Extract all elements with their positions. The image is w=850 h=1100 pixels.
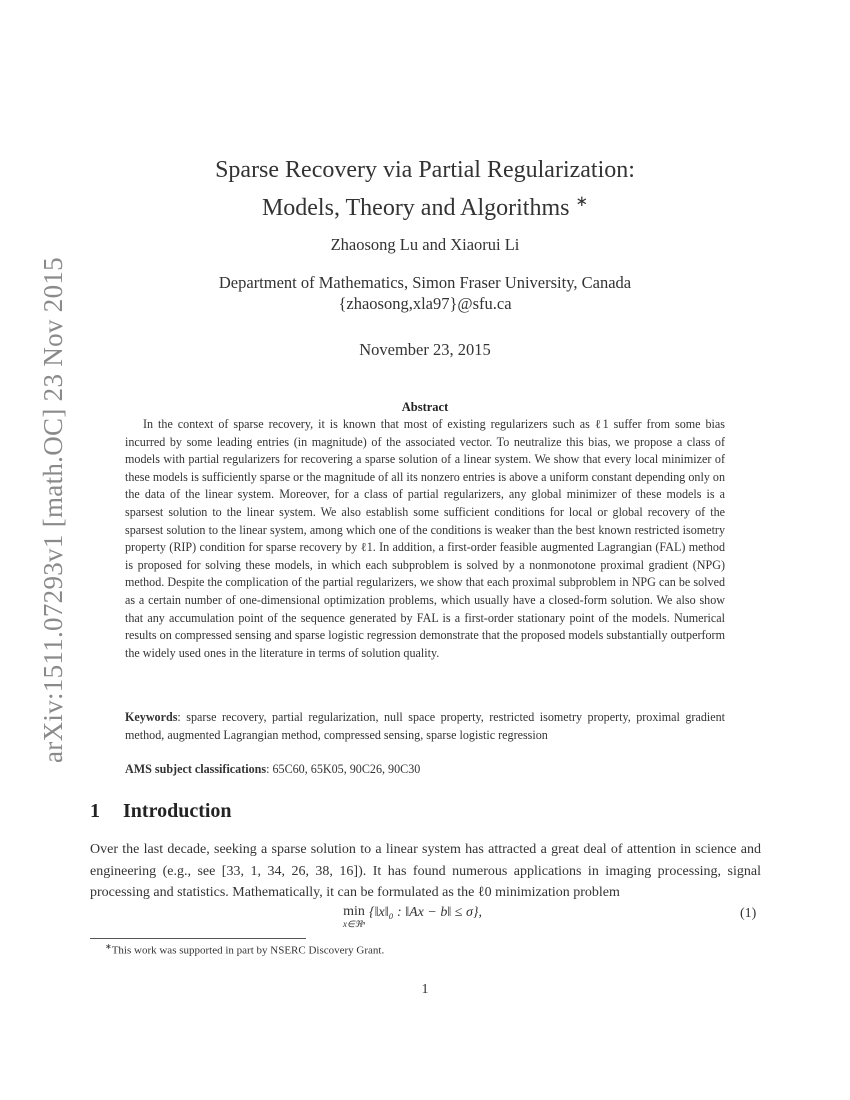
equation-body: {‖x‖₀ : ‖Ax − b‖ ≤ σ}, (369, 905, 482, 920)
intro-paragraph: Over the last decade, seeking a sparse solution to a linear system has attracted a great deal of attention in science and engineering (e.g., see [33, 1, 34, 26, 38, 16]). It has found numerous applications in imaging processing, signal processing and statistics. Mathematically, it can be formulated as the ℓ0 minimization problem (90, 842, 761, 900)
affiliation (0, 272, 850, 314)
footnote-text: This work was supported in part by NSERC Discovery Grant. (111, 944, 385, 957)
equation-operator (343, 905, 365, 929)
keywords-text: : sparse recovery, partial regularization, null space property, restricted isometry property, proximal gradient method, augmented Lagrangian method, compressed sensing, sparse logistic regression (125, 710, 725, 742)
equation-number: (1) (740, 906, 757, 921)
ams-classifications (125, 762, 725, 777)
section-heading (90, 800, 232, 823)
department: Department of Mathematics, Simon Fraser University, Canada (218, 273, 632, 292)
arxiv-identifier: arXiv:1511.07293v1 [math.OC] 23 Nov 2015 (38, 257, 68, 763)
footnote (105, 942, 384, 957)
paper-date: November 23, 2015 (359, 340, 491, 359)
title-line-2-text: Models, Theory and Algorithms (261, 195, 570, 221)
email: {zhaosong,xla97}@sfu.ca (338, 294, 512, 313)
title-line-2 (0, 186, 850, 224)
equation-1 (343, 905, 482, 929)
authors: Zhaosong Lu and Xiaorui Li (330, 235, 520, 254)
page-number: 1 (421, 982, 429, 997)
footnote-rule (90, 938, 306, 939)
abstract-text: In the context of sparse recovery, it is known that most of existing regularizers such as ℓ1 suffer from some bias incurred by some leading entries (in magnitude) of the associated vector. To neutralize this bias, we propose a class of models with partial regularizers for recovering a sparse solution of a linear system. We show that every local minimizer of these models is sufficiently sparse or the magnitude of all its nonzero entries is above a uniform constant depending only on the data of the linear system. Moreover, for a class of partial regularizers, any global minimizer of these models is a sparsest solution to the linear system. We also establish some sufficient conditions for local or global recovery of the sparsest solution to the linear system, among which one of the conditions is weaker than the best known restricted isometry property (RIP) condition for sparse recovery by ℓ1. In addition, a first-order feasible augmented Lagrangian (FAL) method is proposed for solving these models, in which each subproblem is solved by a nonmonotone proximal gradient (NPG) method. Despite the complication of the partial regularizers, we show that each proximal subproblem in NPG can be solved as a certain number of one-dimensional optimization problems, which usually have a closed-form solution. We also show that any accumulation point of the sequence generated by FAL is a first-order stationary point of the models. Numerical results on compressed sensing and sparse logistic regression demonstrate that the proposed models substantially outperform the widely used ones in the literature in terms of solution quality. (125, 417, 725, 660)
title-line-1: Sparse Recovery via Partial Regularization: (215, 157, 635, 183)
keywords-label: Keywords (125, 710, 178, 724)
abstract-heading: Abstract (401, 400, 449, 414)
equation-subscript: x∈ℜⁿ (343, 919, 365, 929)
section-number: 1 (90, 800, 100, 822)
keywords (125, 709, 725, 744)
paper-title (0, 154, 850, 224)
title-footnote-mark: ∗ (575, 194, 589, 210)
section-title: Introduction (123, 800, 232, 822)
equation-min: min (343, 904, 365, 919)
footnote-mark: ∗ (105, 942, 112, 951)
ams-text: : 65C60, 65K05, 90C26, 90C30 (266, 762, 421, 776)
ams-label: AMS subject classifications (125, 762, 267, 776)
